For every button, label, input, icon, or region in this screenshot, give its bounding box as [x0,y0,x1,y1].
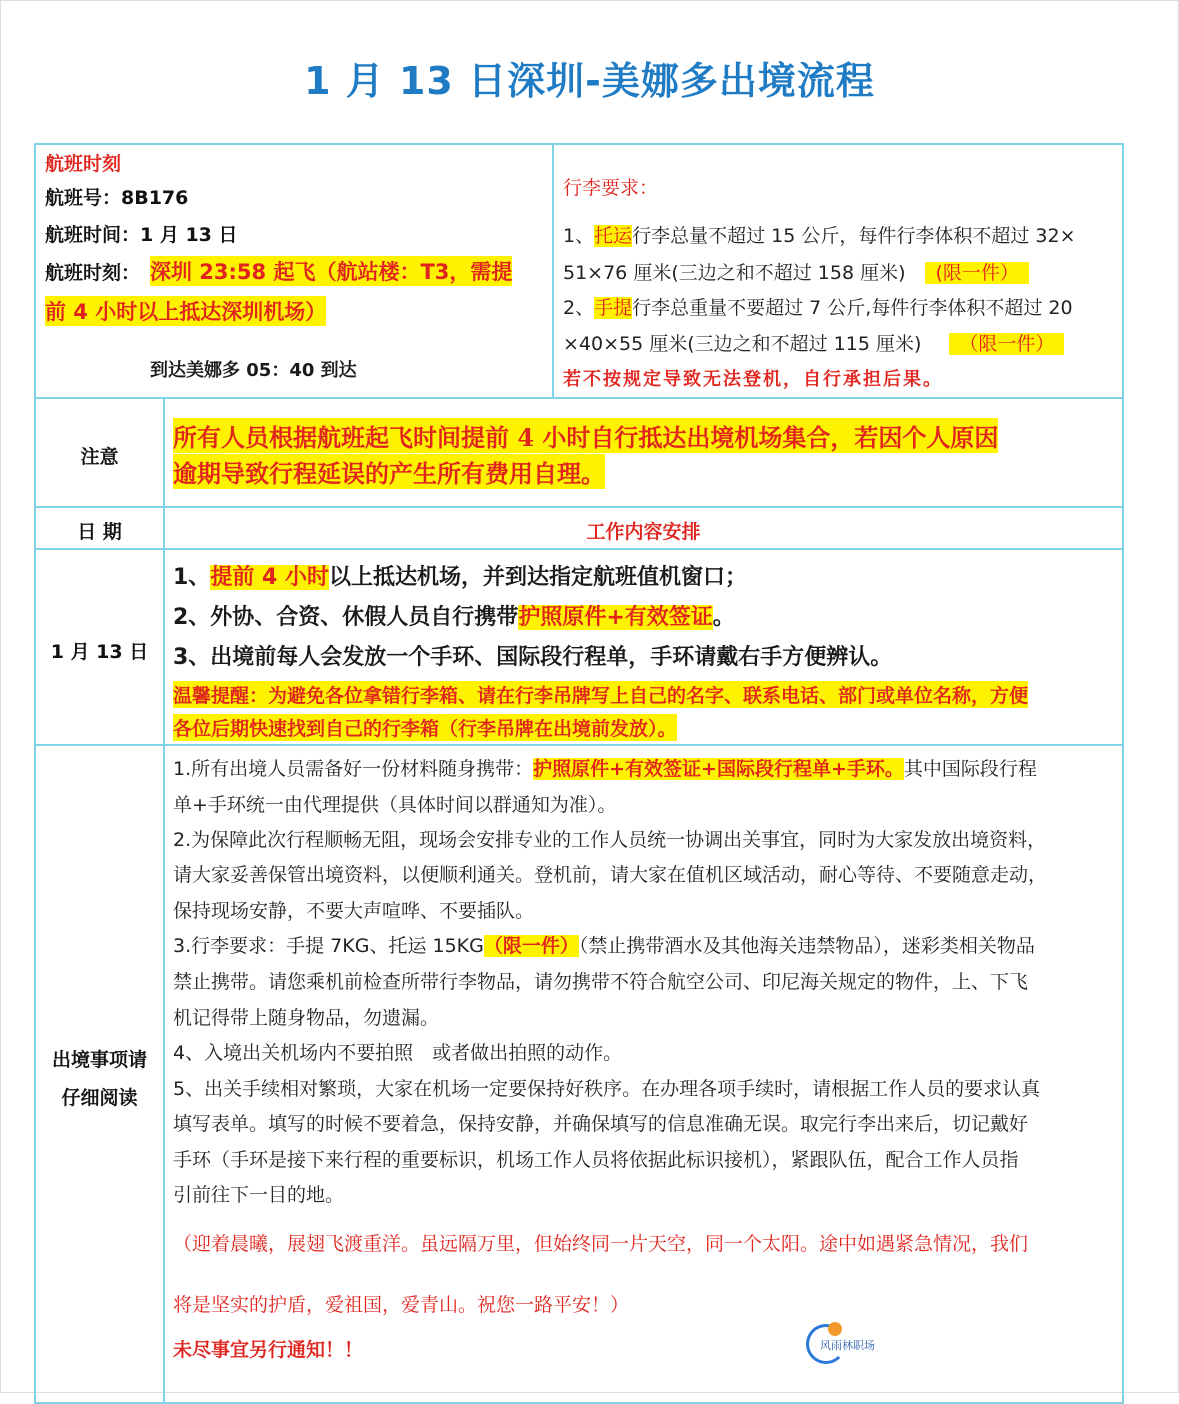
departure-note-3-line2: 禁止携带。请您乘机前检查所带行李物品，请勿携带不符合航空公司、印尼海关规定的物件，上、下飞 [173,971,1029,993]
departure-note-3-line3: 机记得带上随身物品，勿遗漏。 [173,1007,440,1029]
departure-note-5-line2: 填写表单。填写的时候不要着急，保持安静，并确保填写的信息准确无误。取完行李出来后，切记戴好 [173,1113,1029,1135]
schedule-item-1: 1、提前 4 小时以上抵达机场，并到达指定航班值机窗口； [173,565,747,590]
watermark-logo-dot-icon [828,1322,842,1336]
departure-note-3-line1: 3.行李要求：手提 7KG、托运 15KG（限一件）（禁止携带酒水及其他海关违禁物品），迷彩类相关物品 [173,935,1035,957]
notice-line-2: 逾期导致行程延误的产生所有费用自理。 [173,454,605,489]
luggage-item-2-line1: 2、手提行李总重量不要超过 7 公斤,每件行李体积不超过 20 [563,297,1073,319]
luggage-item-1-line2: 51×76 厘米(三边之和不超过 158 厘米) (限一件） [563,258,1029,285]
notice-line-1: 所有人员根据航班起飞时间提前 4 小时自行抵达出境机场集合，若因个人原因 [173,418,998,453]
notice-label: 注意 [80,446,119,468]
departure-note-1-line2: 单+手环统一由代理提供（具体时间以群通知为准）。 [173,794,617,816]
departure-note-2-line3: 保持现场安静，不要大声喧哗、不要插队。 [173,900,535,922]
schedule-reminder-line1: 温馨提醒：为避免各位拿错行李箱、请在行李吊牌写上自己的名字、联系电话、部门或单位名称，方便 [173,681,1028,708]
blessing-line-1: （迎着晨曦，展翅飞渡重洋。虽远隔万里，但始终同一片天空，同一个太阳。途中如遇紧急情况，我们 [173,1233,1029,1255]
luggage-title: 行李要求： [563,177,659,199]
departure-label-cell [34,744,165,1404]
watermark-text: 风雨林职场 [820,1339,875,1352]
departure-note-5-line3: 手环（手环是接下来行程的重要标识，机场工作人员将依据此标识接机），紧跟队伍，配合工作人员指 [173,1149,1019,1171]
flight-time-label: 航班时刻： [45,262,141,284]
departure-note-4: 4、入境出关机场内不要拍照 或者做出拍照的动作。 [173,1042,623,1064]
arrival-info: 到达美娜多 05：40 到达 [150,360,357,381]
page-title: 1 月 13 日深圳-美娜多出境流程 [304,59,875,103]
blessing-line-2: 将是坚实的护盾，爱祖国，爱青山。祝您一路平安！） [173,1294,630,1316]
departure-note-2-line2: 请大家妥善保管出境资料，以便顺利通关。登机前，请大家在值机区域活动，耐心等待、不要随意走动， [173,864,1048,886]
departure-note-5-line4: 引前往下一目的地。 [173,1184,345,1206]
date-header: 日 期 [77,521,122,543]
flight-date: 航班时间：1 月 13 日 [45,224,238,246]
flight-time-line1: 深圳 23:58 起飞（航站楼：T3，需提 [150,256,512,286]
luggage-warning: 若不按规定导致无法登机，自行承担后果。 [563,369,943,390]
flight-number: 航班号：8B176 [45,187,189,209]
schedule-item-3: 3、出境前每人会发放一个手环、国际段行程单，手环请戴右手方便辨认。 [173,645,893,670]
luggage-item-2-line2: ×40×55 厘米(三边之和不超过 115 厘米) （限一件） [563,329,1064,356]
departure-note-1-line1: 1.所有出境人员需备好一份材料随身携带：护照原件+有效签证+国际段行程单+手环。其中国际段行程 [173,758,1037,780]
flight-time-line2: 前 4 小时以上抵达深圳机场） [45,296,326,326]
departure-note-5-line1: 5、出关手续相对繁琐，大家在机场一定要保持好秩序。在办理各项手续时，请根据工作人员的要求认真 [173,1078,1041,1100]
schedule-date: 1 月 13 日 [50,641,149,663]
schedule-item-2: 2、外协、合资、休假人员自行携带护照原件+有效签证。 [173,605,735,630]
schedule-reminder-line2: 各位后期快速找到自己的行李箱（行李吊牌在出境前发放）。 [173,714,677,741]
work-header: 工作内容安排 [586,521,701,543]
luggage-item-1-line1: 1、托运行李总量不超过 15 公斤，每件行李体积不超过 32× [563,225,1076,247]
departure-label-line2: 仔细阅读 [61,1087,138,1109]
departure-note-2-line1: 2.为保障此次行程顺畅无阻，现场会安排专业的工作人员统一协调出关事宜，同时为大家发放出境资料， [173,829,1047,851]
departure-label-line1: 出境事项请 [51,1049,147,1071]
closing-note: 未尽事宜另行通知！！ [173,1339,364,1361]
flight-section-title: 航班时刻 [45,153,122,175]
